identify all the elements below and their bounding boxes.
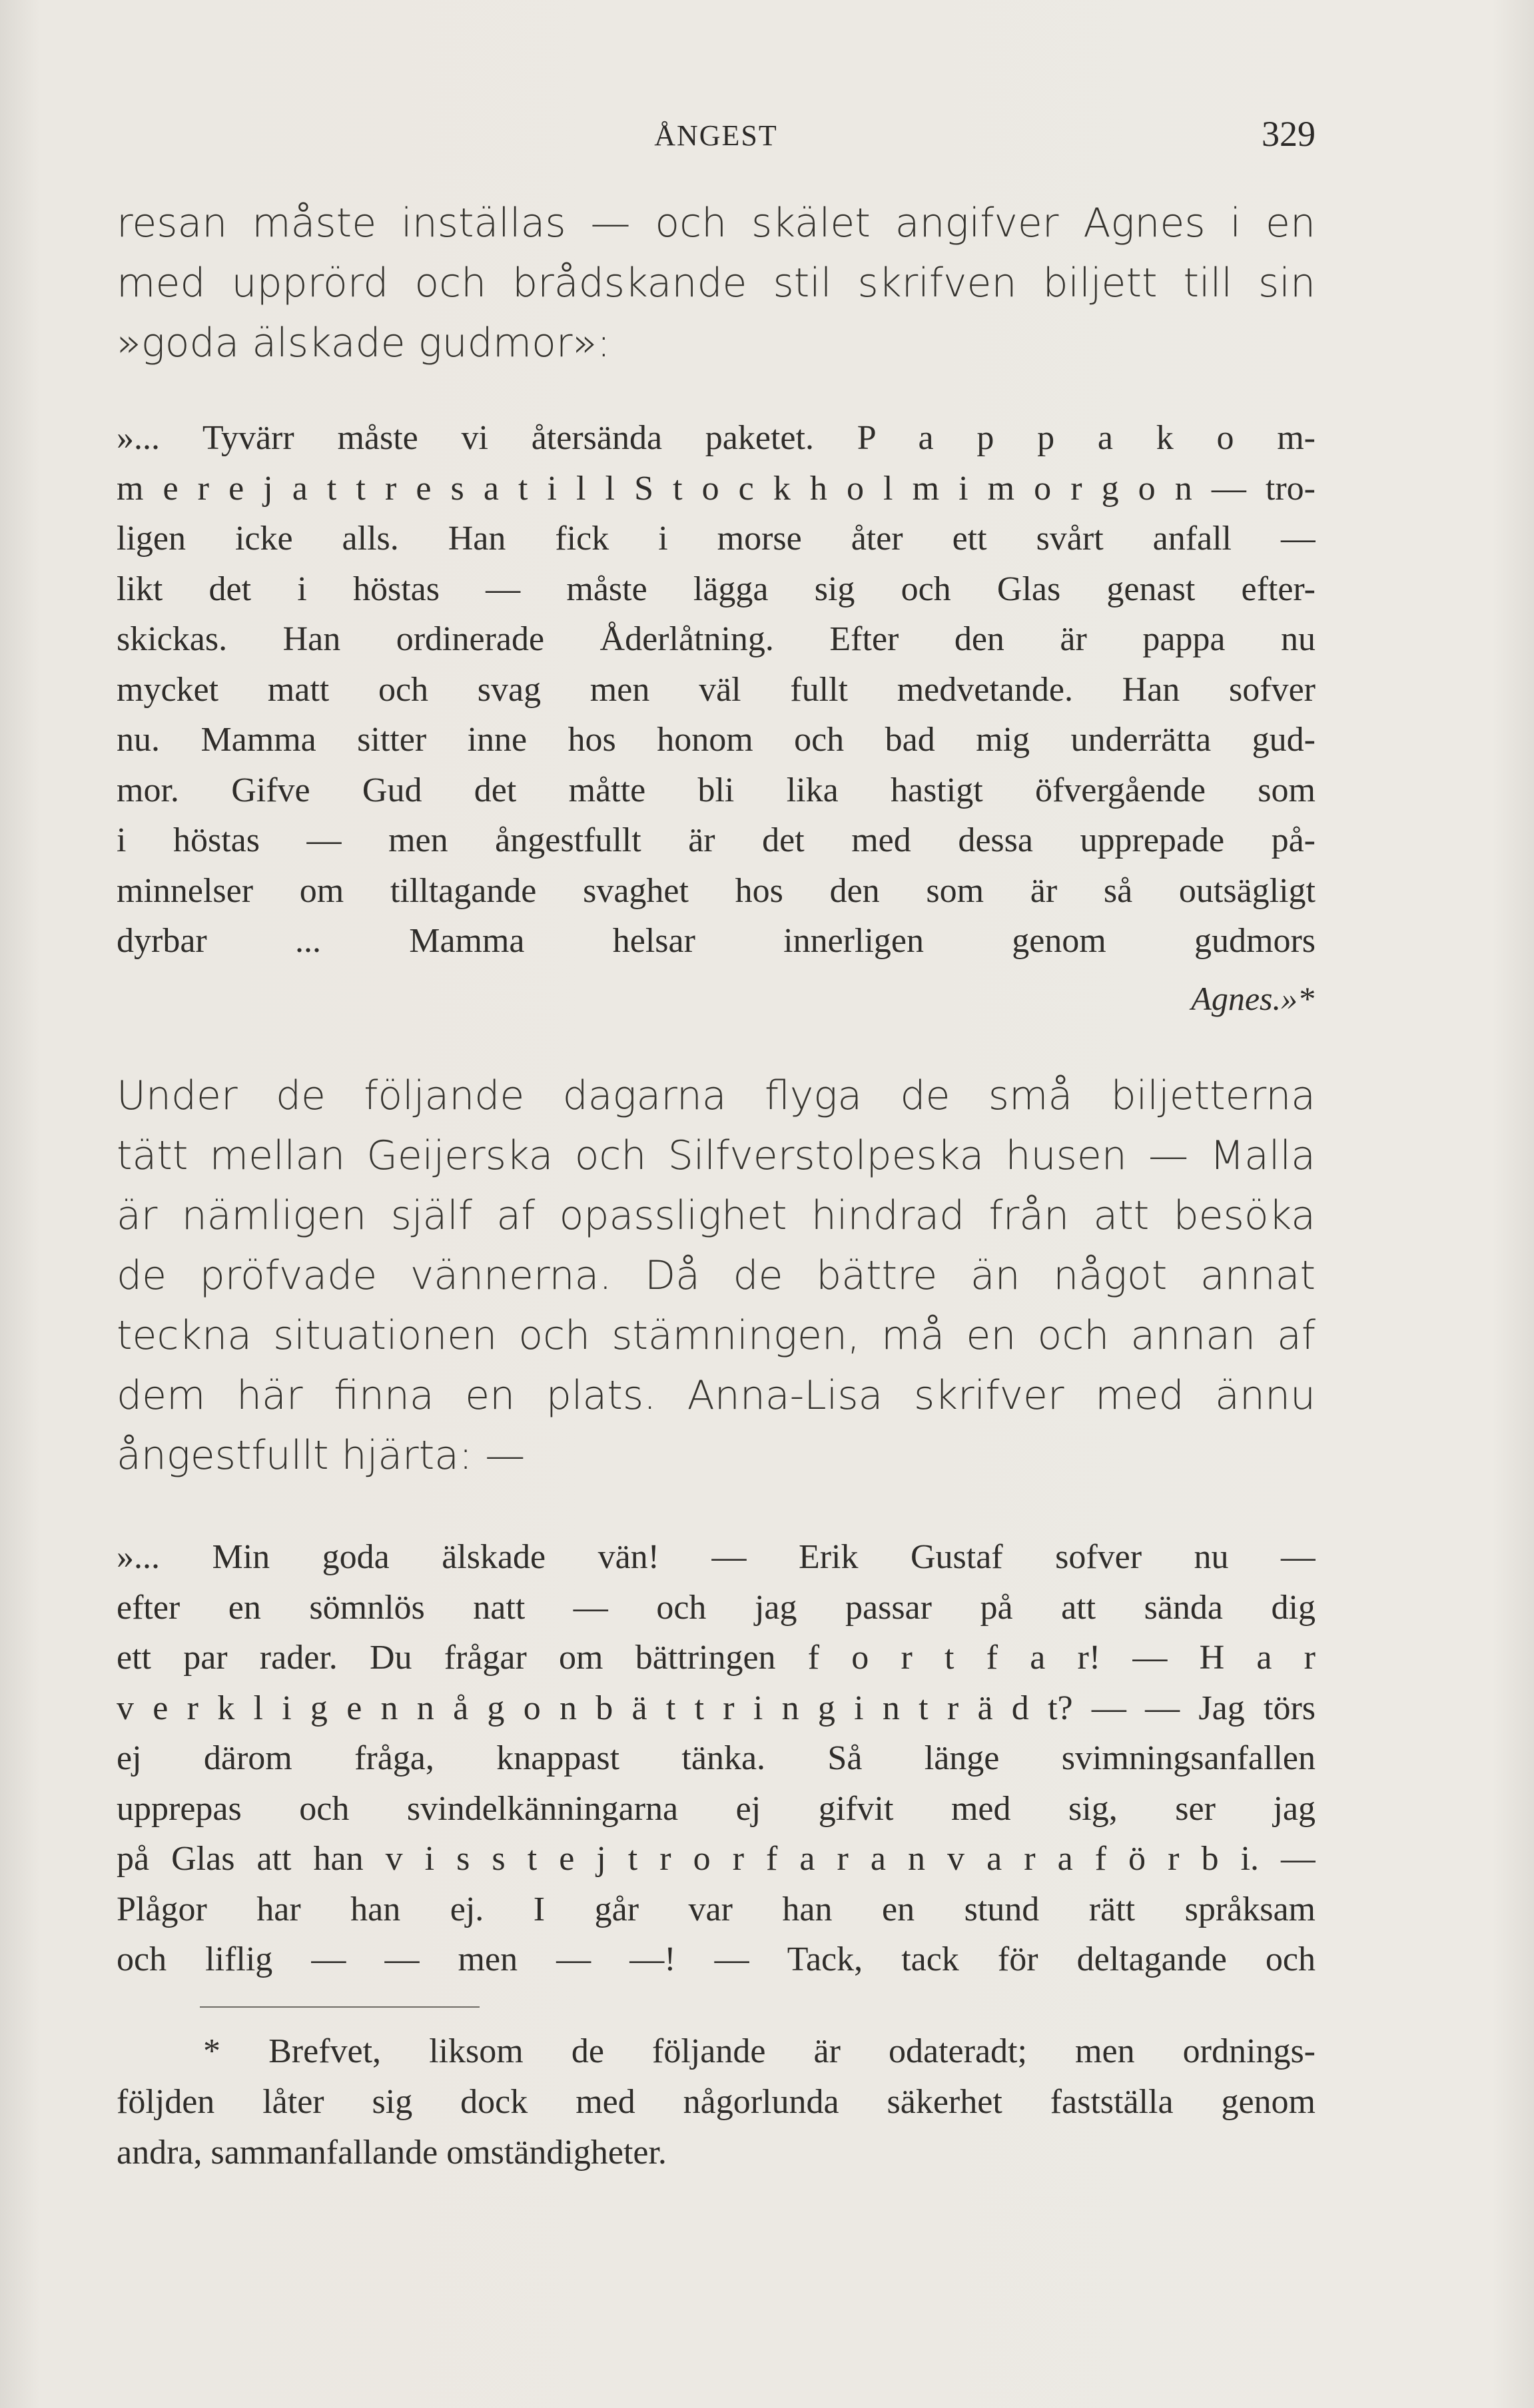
letter-1 <box>117 413 1316 967</box>
text-line: ett par rader. Du frågar om bättringen f o r t f a r! — H a r <box>117 1639 1316 1677</box>
text-line: teckna situationen och stämningen, må en och annan af <box>117 1312 1316 1359</box>
text-line: nu. Mamma sitter inne hos honom och bad mig underrätta gud- <box>117 721 1316 759</box>
paragraph-1 <box>117 193 1316 373</box>
text-line: »... Min goda älskade vän! — Erik Gustaf sofver nu — <box>117 1538 1316 1576</box>
text-line: likt det i höstas — måste lägga sig och Glas genast efter- <box>117 570 1316 608</box>
page-number: 329 <box>1262 114 1316 154</box>
text-line: de pröfvade vännerna. Då de bättre än något annat <box>117 1252 1316 1299</box>
text-line: i höstas — men ångestfullt är det med dessa upprepade på- <box>117 821 1316 859</box>
text-line: andra, sammanfallande omständigheter. <box>117 2134 667 2172</box>
text-line: ligen icke alls. Han fick i morse åter ett svårt anfall — <box>117 520 1316 558</box>
text-line: upprepas och svindelkänningarna ej gifvit med sig, ser jag <box>117 1789 1316 1828</box>
text-line: med upprörd och brådskande stil skrifven biljett till sin <box>117 260 1316 306</box>
text-line: dem här finna en plats. Anna-Lisa skrifver med ännu <box>117 1372 1316 1419</box>
text-line: resan måste inställas — och skälet angifver Agnes i en <box>117 200 1316 246</box>
paragraph-2 <box>117 1066 1316 1485</box>
letter-2 <box>117 1532 1316 1985</box>
text-line: på Glas att han v i s s t e j t r o r f a r a n v a r a f ö r b i. — <box>117 1840 1316 1878</box>
text-line: tätt mellan Geijerska och Silfverstolpeska husen — Malla <box>117 1132 1316 1179</box>
text-line: mor. Gifve Gud det måtte bli lika hastigt öfvergående som <box>117 771 1316 809</box>
footnote <box>117 2026 1316 2178</box>
text-line: dyrbar ... Mamma helsar innerligen genom gudmors <box>117 922 1316 960</box>
text-line: efter en sömnlös natt — och jag passar på att sända dig <box>117 1588 1316 1627</box>
text-line: * Brefvet, liksom de följande är odateradt; men ordnings- <box>203 2032 1316 2070</box>
text-line: »... Tyvärr måste vi återsända paketet. P a p p a k o m- <box>117 419 1316 457</box>
text-line: ångestfullt hjärta: — <box>117 1432 526 1479</box>
text-line: »goda älskade gudmor»: <box>117 320 611 366</box>
text-line: skickas. Han ordinerade Åderlåtning. Efter den är pappa nu <box>117 620 1316 658</box>
running-title: ÅNGEST <box>654 119 778 152</box>
text-line: Under de följande dagarna flyga de små biljetterna <box>117 1072 1316 1119</box>
text-line: och liflig — — men — —! — Tack, tack för deltagande och <box>117 1940 1316 1978</box>
text-line: m e r e j a t t r e s a t i l l S t o c k h o l m i m o r g o n — tro- <box>117 469 1316 508</box>
text-line: minnelser om tilltagande svaghet hos den som är så outsägligt <box>117 871 1316 910</box>
text-line: v e r k l i g e n n å g o n b ä t t r i n g i n t r ä d t? — — Jag törs <box>117 1689 1316 1727</box>
text-line: Plågor har han ej. I går var han en stund rätt språksam <box>117 1890 1316 1928</box>
text-line: är nämligen själf af opasslighet hindrad från att besöka <box>117 1192 1316 1239</box>
page-header <box>117 113 1316 160</box>
text-line: mycket matt och svag men väl fullt medvetande. Han sofver <box>117 670 1316 709</box>
letter-signature: Agnes.»* <box>1191 980 1314 1017</box>
footnote-divider <box>200 2006 480 2008</box>
text-line: ej därom fråga, knappast tänka. Så länge svimningsanfallen <box>117 1739 1316 1777</box>
text-line: följden låter sig dock med någorlunda säkerhet fastställa genom <box>117 2083 1316 2121</box>
